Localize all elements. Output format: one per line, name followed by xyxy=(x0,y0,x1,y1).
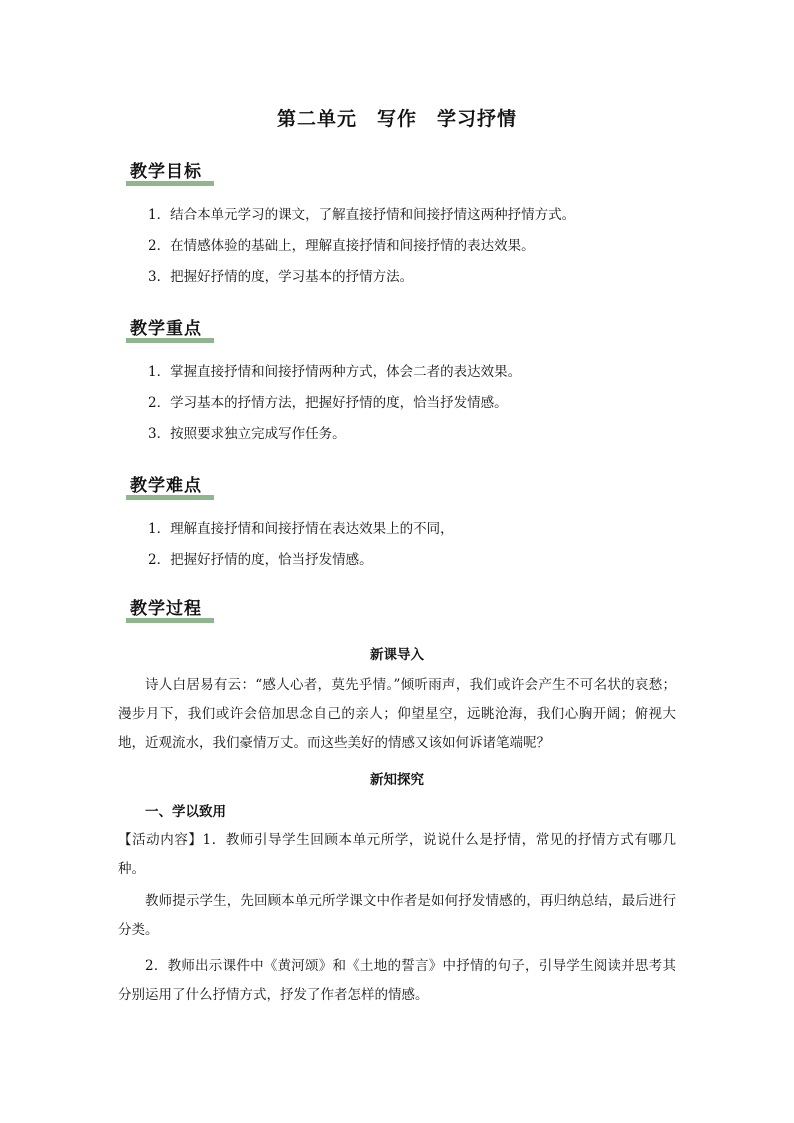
activity-paragraph: 【活动内容】1．教师引导学生回顾本单元所学，说说什么是抒情，常见的抒情方式有哪几种。 xyxy=(118,832,676,877)
section-heading-key-points xyxy=(126,317,206,343)
section-heading-label: 教学目标 xyxy=(130,162,202,182)
difficulties-list xyxy=(148,514,454,576)
list-item: 1．掌握直接抒情和间接抒情两种方式，体会二者的表达效果。 xyxy=(148,364,522,380)
list-item: 3．按照要求独立完成写作任务。 xyxy=(148,426,346,442)
intro-paragraph: 诗人白居易有云：“感人心者，莫先乎情。”倾听雨声，我们或许会产生不可名状的哀愁；漫步月下，我们或许会倍加思念自己的亲人；仰望星空，远眺沧海，我们心胸开阔；俯视大地，近观流水，我们豪情万丈。而这些美好的情感又该如何诉诸笔端呢？ xyxy=(118,677,676,751)
list-item: 2．在情感体验的基础上，理解直接抒情和间接抒情的表达效果。 xyxy=(148,238,535,254)
section-heading-label: 教学难点 xyxy=(130,476,202,496)
subsection-title: 一、学以致用 xyxy=(145,804,226,820)
section-heading-label: 教学重点 xyxy=(130,319,202,339)
list-item: 3．把握好抒情的度，学习基本的抒情方法。 xyxy=(148,269,414,285)
list-item: 1．结合本单元学习的课文，了解直接抒情和间接抒情这两种抒情方式。 xyxy=(148,207,576,223)
section-heading-process xyxy=(126,597,206,623)
section-heading-objectives xyxy=(126,160,206,186)
list-item: 2．把握好抒情的度，恰当抒发情感。 xyxy=(148,552,373,568)
explore-title: 新知探究 xyxy=(370,772,424,788)
list-item: 1．理解直接抒情和间接抒情在表达效果上的不同， xyxy=(148,521,454,537)
page-title: 第二单元 写作 学习抒情 xyxy=(276,108,517,130)
section-heading-difficulties xyxy=(126,474,206,500)
teacher-tip-paragraph: 教师提示学生，先回顾本单元所学课文中作者是如何抒发情感的，再归纳总结，最后进行分类。 xyxy=(118,893,676,938)
activity-2-paragraph: 2．教师出示课件中《黄河颂》和《土地的誓言》中抒情的句子，引导学生阅读并思考其分别运用了什么抒情方式，抒发了作者怎样的情感。 xyxy=(118,958,676,1003)
key-points-list xyxy=(148,357,521,450)
intro-title: 新课导入 xyxy=(370,647,424,663)
list-item: 2．学习基本的抒情方法，把握好抒情的度，恰当抒发情感。 xyxy=(148,395,508,411)
section-heading-label: 教学过程 xyxy=(130,599,202,619)
objectives-list xyxy=(148,200,575,293)
